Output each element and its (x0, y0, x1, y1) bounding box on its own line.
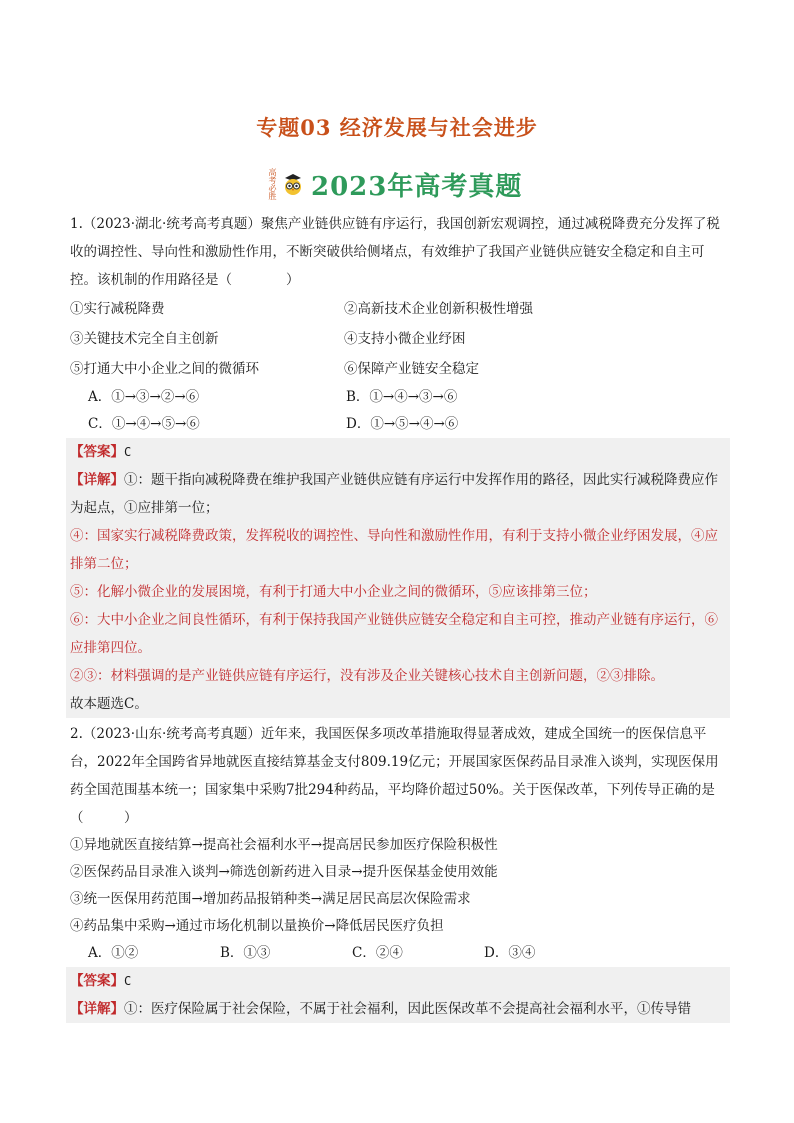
q1-option-row (70, 354, 726, 384)
q2-stem: 2.（2023·山东·统考高考真题）近年来，我国医保多项改革措施取得显著成效，建成全国统一的医保信息平台，2022年全国跨省异地就医直接结算基金支付809.19亿元；开展国家医保药品目录准入谈判，实现医保用药全国范围基本统一；国家集中采购7批294种药品，平均降价超过50%。关于医保改革，下列传导正确的是（ ） (70, 726, 719, 826)
q1-option: ②高新技术企业创新积极性增强 (344, 301, 533, 317)
q1-option: ⑥保障产业链安全稳定 (344, 361, 479, 377)
q1-answer (70, 438, 726, 466)
badge-text: 高考必胜 (268, 168, 277, 200)
q1-detail-line: ⑤：化解小微企业的发展困境，有利于打通大中小企业之间的微循环，⑤应该排第三位； (70, 584, 597, 600)
q1-option: ⑤打通大中小企业之间的微循环 (70, 361, 259, 377)
q1-choice-c: C．①→④→⑤→⑥ (88, 416, 200, 432)
q1-choice-d: D．①→⑤→④→⑥ (346, 416, 459, 432)
q2-answer-block (66, 967, 730, 1023)
q2-choice-row (70, 940, 726, 967)
q1-option: ③关键技术完全自主创新 (70, 331, 219, 347)
q2-option: ①异地就医直接结算→提高社会福利水平→提高居民参加医疗保险积极性 (70, 837, 498, 853)
q1-detail-line: ⑥：大中小企业之间良性循环，有利于保持我国产业链供应链安全稳定和自主可控，推动产业链有序运行，⑥应排第四位。 (70, 612, 718, 656)
detail-text: ①：题干指向减税降费在维护我国产业链供应链有序运行中发挥作用的路径，因此实行减税降费应作为起点，①应排第一位； (70, 472, 718, 516)
q2-option: ③统一医保用药范围→增加药品报销种类→满足居民高层次保险需求 (70, 891, 471, 907)
owl-mascot-icon (281, 172, 305, 196)
q2-choice-d: D．③④ (484, 945, 536, 961)
q1-stem: 1.（2023·湖北·统考高考真题）聚焦产业链供应链有序运行，我国创新宏观调控，通过减税降费充分发挥了税收的调控性、导向性和激励性作用，不断突破供给侧堵点，有效维护了我国产业链供应链安全稳定和自主可控。该机制的作用路径是（ ） (70, 216, 720, 288)
q1-choice-a: A．①→③→②→⑥ (88, 389, 200, 405)
q2-choice-b: B．①③ (220, 945, 271, 961)
banner-text: 2023年高考真题 (311, 171, 523, 202)
q1-choice-b: B．①→④→③→⑥ (346, 389, 458, 405)
year-banner (268, 164, 522, 204)
q1-detail-conclusion: 故本题选C。 (70, 696, 148, 712)
page-title: 专题03 经济发展与社会进步 (256, 115, 538, 140)
question-content (70, 210, 726, 1023)
q2-choice-c: C．②④ (352, 945, 403, 961)
q2-option: ②医保药品目录准入谈判→筛选创新药进入目录→提升医保基金使用效能 (70, 864, 498, 880)
answer-tag: 【答案】 (70, 973, 124, 989)
q1-choice-row (70, 411, 726, 438)
q2-option: ④药品集中采购→通过市场化机制以量换价→降低居民医疗负担 (70, 918, 444, 934)
answer-value: C (124, 445, 132, 459)
q1-option: ①实行减税降费 (70, 301, 165, 317)
answer-tag: 【答案】 (70, 444, 124, 460)
q1-option: ④支持小微企业纾困 (344, 331, 466, 347)
q1-option-row (70, 294, 726, 324)
q2-answer (70, 967, 726, 995)
q2-choice-a: A．①② (88, 945, 139, 961)
q1-choice-row (70, 384, 726, 411)
q2-detail-line (70, 995, 726, 1023)
q1-detail-line: ④：国家实行减税降费政策，发挥税收的调控性、导向性和激励性作用，有利于支持小微企业纾困发展，④应排第二位； (70, 528, 718, 572)
q1-option-row (70, 324, 726, 354)
detail-tag: 【详解】 (70, 1001, 124, 1017)
detail-tag: 【详解】 (70, 472, 124, 488)
q1-detail-line: ②③：材料强调的是产业链供应链有序运行，没有涉及企业关键核心技术自主创新问题，②③排除。 (70, 668, 664, 684)
answer-value: C (124, 974, 132, 988)
q1-answer-block (66, 438, 730, 718)
detail-text: ①：医疗保险属于社会保险，不属于社会福利，因此医保改革不会提高社会福利水平，①传导错 (124, 1001, 691, 1017)
q1-detail-line (70, 466, 726, 522)
